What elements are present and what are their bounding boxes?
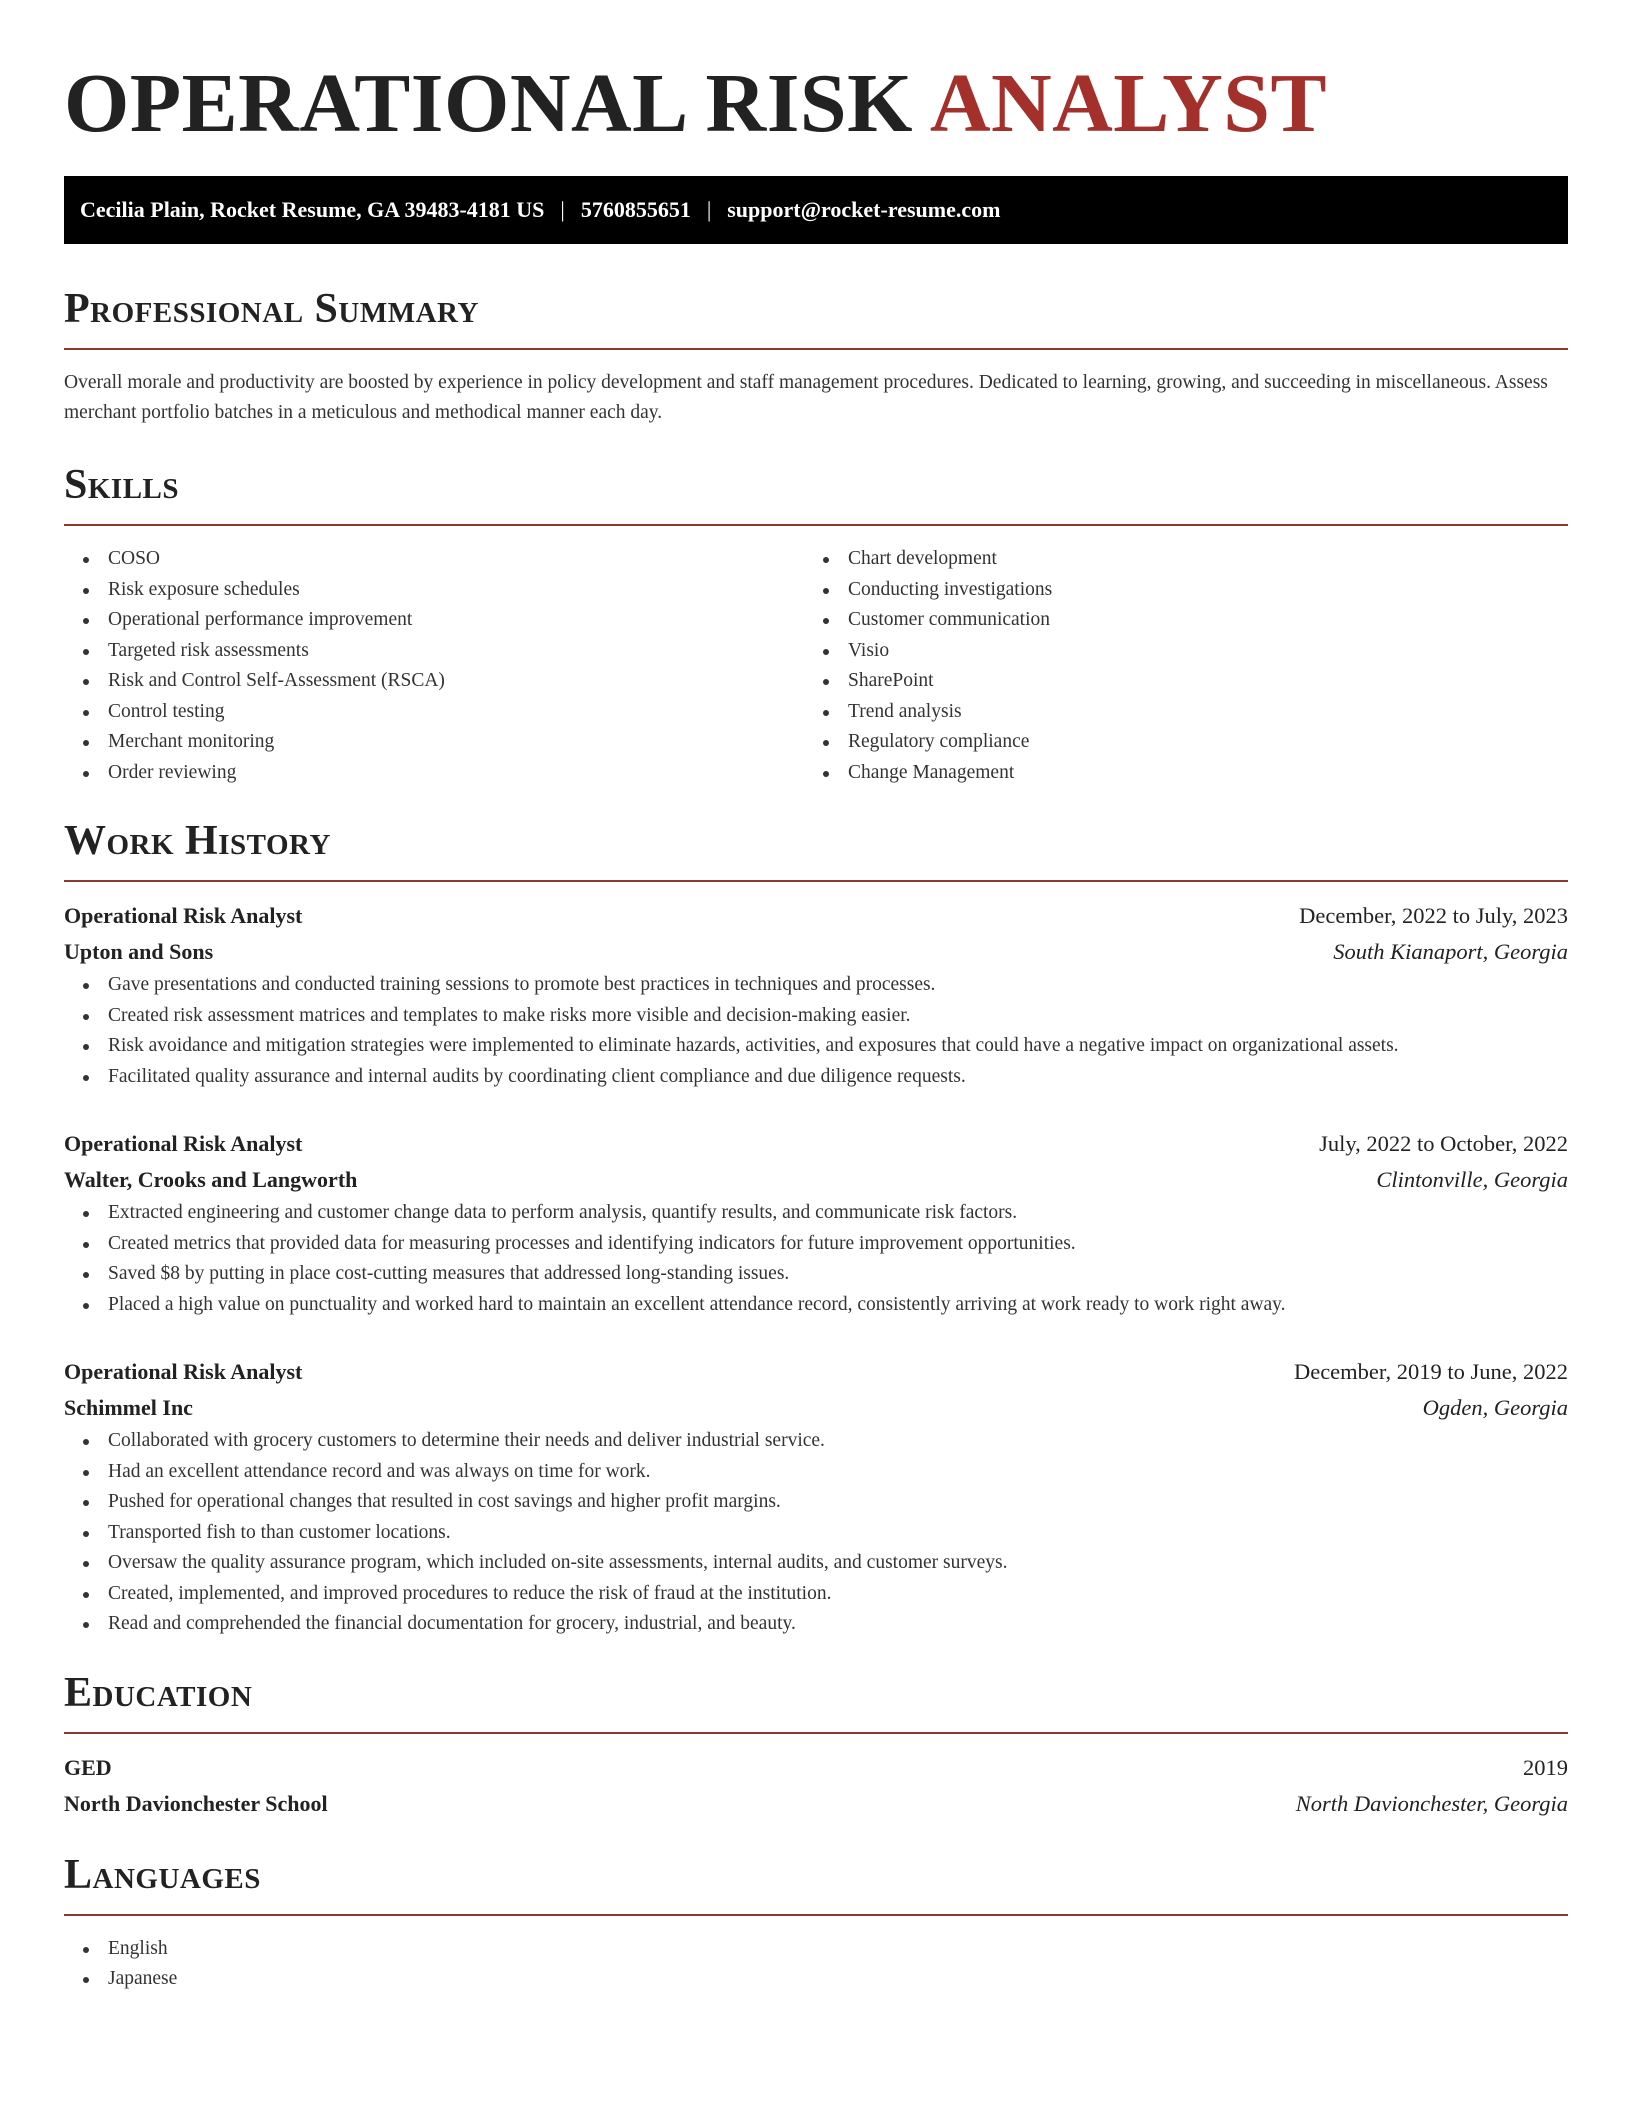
job-dates: December, 2019 to June, 2022 (1293, 1359, 1568, 1384)
job-dates: December, 2022 to July, 2023 (1299, 903, 1568, 928)
summary-text: Overall morale and productivity are boosted by experience in policy development and staff management procedures. Dedicated to learning, growing, and succeeding in miscellaneous. Assess merchant portfolio batches in a meticulous and methodical manner each day. (64, 372, 1548, 423)
job-bullets (64, 970, 1568, 1092)
job-company: Walter, Crooks and Langworth (64, 1167, 358, 1192)
contact-phone: 5760855651 (580, 197, 691, 222)
job-title: Operational Risk Analyst (64, 903, 303, 928)
skill-item: Order reviewing (64, 758, 804, 789)
job-subheader (64, 1162, 1568, 1198)
skills-heading: Skills (64, 462, 180, 508)
job-header (64, 1354, 1568, 1390)
job-bullet: Risk avoidance and mitigation strategies were implemented to eliminate hazards, activities, and exposures that could have a negative impact on organizational assets. (64, 1031, 1568, 1062)
job-bullet: Oversaw the quality assurance program, which included on-site assessments, internal audits, and customer surveys. (64, 1548, 1568, 1579)
education-degree: GED (64, 1754, 112, 1780)
job-bullet: Extracted engineering and customer change data to perform analysis, quantify results, and communicate risk factors. (64, 1198, 1568, 1229)
job-subheader (64, 934, 1568, 970)
section-divider (64, 1732, 1568, 1734)
job-bullet: Pushed for operational changes that resulted in cost savings and higher profit margins. (64, 1487, 1568, 1518)
job-entry (64, 1126, 1568, 1320)
skill-item: Control testing (64, 697, 804, 728)
education-section (64, 1668, 1568, 1822)
title-main: OPERATIONAL RISK (64, 57, 930, 150)
job-bullet: Read and comprehended the financial documentation for grocery, industrial, and beauty. (64, 1609, 1568, 1640)
job-bullet: Transported fish to than customer locations. (64, 1518, 1568, 1549)
skill-item: Regulatory compliance (804, 727, 1544, 758)
job-location: South Kianaport, Georgia (1333, 939, 1568, 964)
language-item: English (64, 1934, 1568, 1965)
job-bullet: Facilitated quality assurance and internal audits by coordinating client compliance and due diligence requests. (64, 1062, 1568, 1093)
skills-grid (64, 544, 1568, 788)
education-header (64, 1750, 1568, 1786)
summary-heading: Professional Summary (64, 286, 479, 332)
job-bullet: Created risk assessment matrices and templates to make risks more visible and decision-making easier. (64, 1001, 1568, 1032)
section-divider (64, 880, 1568, 882)
languages-heading: Languages (64, 1851, 261, 1898)
skills-section (64, 460, 1568, 788)
skill-item: Change Management (804, 758, 1544, 789)
job-bullet: Saved $8 by putting in place cost-cutting measures that addressed long-standing issues. (64, 1259, 1568, 1290)
skill-item: Risk and Control Self-Assessment (RSCA) (64, 666, 804, 697)
summary-section (64, 284, 1568, 428)
job-entry (64, 1354, 1568, 1640)
skill-item: Operational performance improvement (64, 605, 804, 636)
section-divider (64, 348, 1568, 350)
education-entry (64, 1750, 1568, 1822)
skill-item: Merchant monitoring (64, 727, 804, 758)
skill-item: Customer communication (804, 605, 1544, 636)
education-year: 2019 (1523, 1754, 1568, 1780)
contact-bar (64, 176, 1568, 244)
work-history-heading: Work History (64, 818, 331, 864)
section-divider (64, 1914, 1568, 1916)
contact-email: support@rocket-resume.com (727, 197, 1001, 222)
skill-item: Chart development (804, 544, 1544, 575)
job-title: Operational Risk Analyst (64, 1359, 303, 1384)
job-bullet: Placed a high value on punctuality and worked hard to maintain an excellent attendance record, consistently arriving at work ready to work right away. (64, 1290, 1568, 1321)
skill-item: Visio (804, 636, 1544, 667)
skills-list-right (804, 544, 1544, 788)
skills-list-left (64, 544, 804, 788)
job-bullets (64, 1198, 1568, 1320)
skill-item: SharePoint (804, 666, 1544, 697)
job-location: Clintonville, Georgia (1376, 1167, 1568, 1192)
job-bullet: Had an excellent attendance record and was always on time for work. (64, 1457, 1568, 1488)
resume-title (64, 56, 1568, 152)
contact-address: Cecilia Plain, Rocket Resume, GA 39483-4181 US (80, 197, 545, 222)
job-subheader (64, 1390, 1568, 1426)
section-divider (64, 524, 1568, 526)
job-entry (64, 898, 1568, 1092)
job-location: Ogden, Georgia (1422, 1395, 1568, 1420)
job-dates: July, 2022 to October, 2022 (1319, 1131, 1568, 1156)
job-bullet: Created, implemented, and improved procedures to reduce the risk of fraud at the institution. (64, 1579, 1568, 1610)
contact-separator: | (706, 197, 712, 222)
skill-item: Risk exposure schedules (64, 575, 804, 606)
education-school: North Davionchester School (64, 1790, 328, 1816)
job-bullet: Created metrics that provided data for measuring processes and identifying indicators for future improvement opportunities. (64, 1229, 1568, 1260)
title-accent: ANALYST (929, 57, 1328, 150)
job-company: Upton and Sons (64, 939, 214, 964)
language-item: Japanese (64, 1964, 1568, 1995)
contact-separator: | (560, 197, 565, 222)
job-company: Schimmel Inc (64, 1395, 193, 1420)
job-bullet: Gave presentations and conducted training sessions to promote best practices in techniques and processes. (64, 970, 1568, 1001)
skill-item: COSO (64, 544, 804, 575)
education-location: North Davionchester, Georgia (1295, 1790, 1568, 1816)
job-title: Operational Risk Analyst (64, 1131, 303, 1156)
work-history-section (64, 816, 1568, 1640)
job-header (64, 898, 1568, 934)
education-heading: Education (64, 1669, 253, 1716)
job-header (64, 1126, 1568, 1162)
job-bullets (64, 1426, 1568, 1640)
job-bullet: Collaborated with grocery customers to determine their needs and deliver industrial service. (64, 1426, 1568, 1457)
skill-item: Trend analysis (804, 697, 1544, 728)
languages-list (64, 1934, 1568, 1995)
skill-item: Conducting investigations (804, 575, 1544, 606)
education-subheader (64, 1786, 1568, 1822)
languages-section (64, 1850, 1568, 1995)
skill-item: Targeted risk assessments (64, 636, 804, 667)
